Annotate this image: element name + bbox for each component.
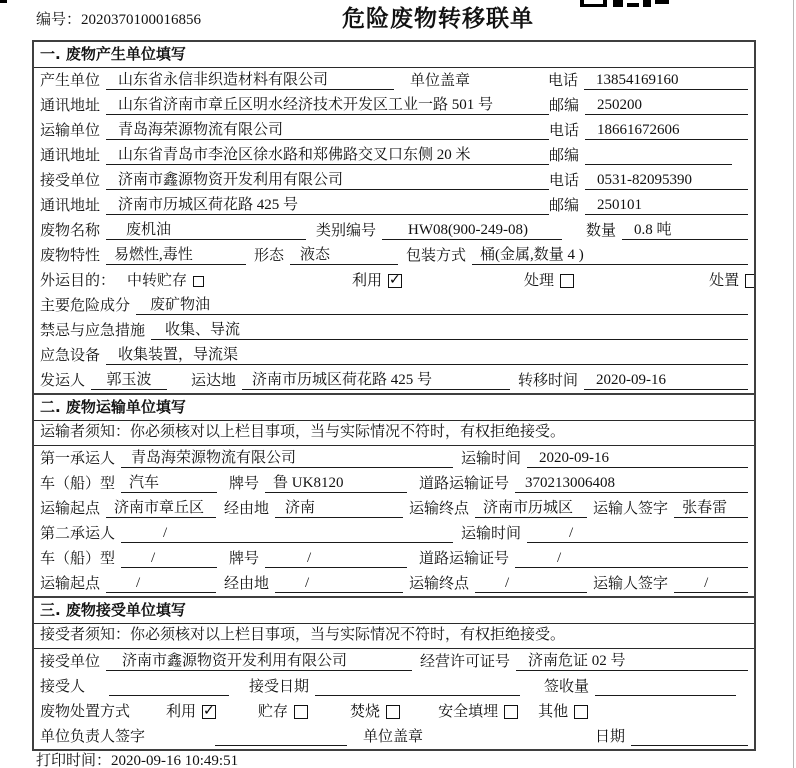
shipper-dest-value: 济南市历城区荷花路 425 号 — [242, 371, 510, 390]
print-time-value: 2020-09-16 10:49:51 — [111, 753, 239, 768]
waste-form-label: 形态 — [254, 248, 285, 264]
route1-end-value: 济南市历城区 — [475, 499, 587, 518]
transporter-zip-value — [585, 164, 732, 165]
producer-phone-label: 电话 — [548, 73, 579, 89]
producer-label: 产生单位 — [40, 73, 101, 89]
option-treat-label: 处理 — [524, 273, 555, 289]
waste-name-value: 废机油 — [106, 221, 306, 240]
row-vehicle1 — [34, 471, 754, 496]
waste-pack-label: 包装方式 — [406, 248, 467, 264]
vehicle1-plate-label: 牌号 — [229, 476, 260, 492]
checkbox-unchecked-icon — [294, 705, 308, 719]
row-responsible-sign — [34, 724, 754, 749]
option-disposal-store-label: 贮存 — [258, 704, 289, 720]
route1-sign-value: 张春雷 — [674, 499, 748, 518]
carrier1-label: 第一承运人 — [40, 451, 116, 467]
route2-end-value: / — [475, 574, 587, 593]
route1-via-label: 经由地 — [224, 501, 270, 517]
transporter-zip-label: 邮编 — [549, 148, 580, 164]
option-dispose — [709, 272, 754, 290]
waste-props-value: 易燃性,毒性 — [106, 246, 246, 265]
row-carrier2 — [34, 521, 754, 546]
cropped-mark — [0, 0, 7, 3]
row-receiver — [34, 168, 754, 193]
shipper-value: 郭玉波 — [91, 371, 167, 390]
print-time-line — [36, 749, 238, 768]
vehicle2-plate-label: 牌号 — [229, 551, 260, 567]
route1-via-value: 济南 — [275, 499, 403, 518]
option-treat — [524, 272, 574, 290]
sign-date-label: 日期 — [595, 729, 626, 745]
option-disposal-use — [166, 703, 216, 721]
option-use-label: 利用 — [352, 273, 383, 289]
route2-end-label: 运输终点 — [409, 576, 470, 592]
row-carrier1 — [34, 446, 754, 471]
option-disposal-use-label: 利用 — [166, 704, 197, 720]
receiver-notice: 接受者须知：你必须核对以上栏目事项，当与实际情况不符时，有权拒绝接受。 — [34, 624, 754, 649]
route1-start-value: 济南市章丘区 — [106, 499, 216, 518]
checkbox-unchecked-icon — [574, 705, 588, 719]
receiver-label: 接受单位 — [40, 173, 101, 189]
checkbox-checked-icon — [388, 274, 402, 288]
checkbox-unchecked-icon — [504, 705, 518, 719]
vehicle2-plate-value: / — [265, 549, 407, 568]
producer-value: 山东省永信非织造材料有限公司 — [106, 71, 394, 90]
row-waste-name — [34, 218, 754, 243]
transporter-address-value: 山东省青岛市李沧区徐水路和郑佛路交叉口东侧 20 米 — [106, 146, 549, 165]
shipper-label: 发运人 — [40, 373, 86, 389]
receiver-zip-value: 250101 — [585, 196, 748, 215]
waste-form-value: 液态 — [290, 246, 398, 265]
serial-value: 2020370100016856 — [81, 12, 202, 28]
vehicle2-permit-value: / — [515, 549, 748, 568]
equipment-value: 收集装置，导流渠 — [106, 346, 748, 365]
route1-end-label: 运输终点 — [409, 501, 470, 517]
option-transfer-storage — [127, 272, 204, 290]
route2-sign-value: / — [674, 574, 748, 593]
row-hazard-component — [34, 293, 754, 318]
option-disposal-other — [538, 703, 588, 721]
transporter-address-label: 通讯地址 — [40, 148, 101, 164]
option-dispose-label: 处置 — [709, 273, 740, 289]
option-disposal-landfill-label: 安全填埋 — [438, 704, 499, 720]
license-value: 济南危证 02 号 — [516, 652, 748, 671]
route2-via-value: / — [275, 574, 403, 593]
producer-address-value: 山东省济南市章丘区明水经济技术开发区工业一路 501 号 — [106, 96, 549, 115]
transfer-time-label: 转移时间 — [518, 373, 579, 389]
checkbox-checked-icon — [202, 705, 216, 719]
page-title: 危险废物转移联单 — [342, 6, 534, 32]
carrier2-label: 第二承运人 — [40, 526, 116, 542]
waste-props-label: 废物特性 — [40, 248, 101, 264]
vehicle1-label: 车（船）型 — [40, 476, 116, 492]
row-disposal-method — [34, 699, 754, 724]
waste-code-value: HW08(900-249-08) — [382, 221, 562, 240]
transporter-label: 运输单位 — [40, 123, 101, 139]
row-emergency-measures — [34, 318, 754, 343]
hazard-label: 主要危险成分 — [40, 298, 131, 314]
carrier1-time-value: 2020-09-16 — [527, 449, 748, 468]
license-label: 经营许可证号 — [420, 654, 511, 670]
carrier1-time-label: 运输时间 — [461, 451, 522, 467]
route2-sign-label: 运输人签字 — [593, 576, 669, 592]
vehicle2-value: / — [121, 549, 217, 568]
producer-zip-value: 250200 — [585, 96, 748, 115]
waste-qty-label: 数量 — [586, 223, 617, 239]
page-right-edge-line — [793, 0, 794, 768]
transporter-notice: 运输者须知：你必须核对以上栏目事项，当与实际情况不符时，有权拒绝接受。 — [34, 421, 754, 446]
row-transfer-purpose — [34, 268, 754, 293]
row-emergency-equipment — [34, 343, 754, 368]
row-waste-properties — [34, 243, 754, 268]
vehicle2-permit-label: 道路运输证号 — [419, 551, 510, 567]
accept-person-value — [109, 695, 229, 696]
checkbox-unchecked-icon — [560, 274, 574, 288]
checkbox-unchecked-icon — [745, 274, 754, 288]
responsible-sign-label: 单位负责人签字 — [40, 729, 146, 745]
checkbox-unchecked-icon — [386, 705, 400, 719]
row-route1 — [34, 496, 754, 521]
equipment-label: 应急设备 — [40, 348, 101, 364]
row-receiver-address — [34, 193, 754, 218]
receive-unit-label: 接受单位 — [40, 654, 101, 670]
received-qty-label: 签收量 — [544, 679, 590, 695]
carrier2-time-value: / — [527, 524, 748, 543]
sign-date-value — [631, 745, 748, 746]
transporter-value: 青岛海荣源物流有限公司 — [106, 121, 549, 140]
transfer-time-value: 2020-09-16 — [584, 371, 748, 390]
option-disposal-store — [258, 703, 308, 721]
row-transporter-address — [34, 143, 754, 168]
option-disposal-burn-label: 焚烧 — [350, 704, 381, 720]
waste-qty-value: 0.8 吨 — [622, 221, 748, 240]
route2-start-label: 运输起点 — [40, 576, 101, 592]
row-accept — [34, 674, 754, 699]
disposal-label: 废物处置方式 — [40, 704, 131, 720]
option-use — [352, 272, 402, 290]
waste-pack-value: 桶(金属,数量 4 ) — [472, 246, 748, 265]
measures-value: 收集、导流 — [151, 321, 748, 340]
accept-date-label: 接受日期 — [249, 679, 310, 695]
row-transporter — [34, 118, 754, 143]
seal-label: 单位盖章 — [410, 73, 471, 89]
row-producer-address — [34, 93, 754, 118]
received-qty-value — [595, 695, 736, 696]
accept-person-label: 接受人 — [40, 679, 86, 695]
section1-header: 一. 废物产生单位填写 — [34, 42, 754, 68]
receive-unit-value: 济南市鑫源物资开发利用有限公司 — [106, 652, 412, 671]
receiver-value: 济南市鑫源物资开发利用有限公司 — [106, 171, 549, 190]
serial-label: 编号： — [36, 12, 82, 28]
producer-address-label: 通讯地址 — [40, 98, 101, 114]
route2-start-value: / — [106, 574, 216, 593]
option-disposal-landfill — [438, 703, 518, 721]
section2-header: 二. 废物运输单位填写 — [34, 393, 754, 421]
vehicle1-value: 汽车 — [121, 474, 217, 493]
producer-zip-label: 邮编 — [549, 98, 580, 114]
receiver-phone-value: 0531-82095390 — [585, 171, 748, 190]
unit-seal-label: 单位盖章 — [363, 729, 424, 745]
carrier2-value: / — [121, 524, 453, 543]
measures-label: 禁忌与应急措施 — [40, 323, 146, 339]
section3-header: 三. 废物接受单位填写 — [34, 596, 754, 624]
route1-start-label: 运输起点 — [40, 501, 101, 517]
carrier2-time-label: 运输时间 — [461, 526, 522, 542]
carrier1-value: 青岛海荣源物流有限公司 — [121, 449, 453, 468]
row-vehicle2 — [34, 546, 754, 571]
row-route2 — [34, 571, 754, 596]
route1-sign-label: 运输人签字 — [593, 501, 669, 517]
route2-via-label: 经由地 — [224, 576, 270, 592]
receiver-address-label: 通讯地址 — [40, 198, 101, 214]
waste-code-label: 类别编号 — [316, 223, 377, 239]
row-receive-unit — [34, 649, 754, 674]
hazard-value: 废矿物油 — [136, 296, 748, 315]
receiver-address-value: 济南市历城区荷花路 425 号 — [106, 196, 549, 215]
vehicle1-permit-label: 道路运输证号 — [419, 476, 510, 492]
vehicle1-plate-value: 鲁 UK8120 — [265, 474, 407, 493]
responsible-sign-value — [215, 745, 347, 746]
manifest-table — [32, 40, 756, 751]
row-producer — [34, 68, 754, 93]
shipper-dest-label: 运达地 — [191, 373, 237, 389]
accept-date-value — [315, 695, 520, 696]
transporter-phone-value: 18661672606 — [585, 121, 748, 140]
vehicle1-permit-value: 370213006408 — [515, 474, 748, 493]
vehicle2-label: 车（船）型 — [40, 551, 116, 567]
receiver-phone-label: 电话 — [549, 173, 580, 189]
checkbox-unchecked-icon — [193, 276, 204, 287]
option-disposal-other-label: 其他 — [538, 704, 569, 720]
purpose-label: 外运目的： — [40, 273, 116, 289]
producer-phone-value: 13854169160 — [584, 71, 748, 90]
print-time-label: 打印时间： — [36, 753, 112, 768]
option-transfer-storage-label: 中转贮存 — [127, 273, 188, 289]
waste-name-label: 废物名称 — [40, 223, 101, 239]
transporter-phone-label: 电话 — [549, 123, 580, 139]
row-shipper — [34, 368, 754, 393]
receiver-zip-label: 邮编 — [549, 198, 580, 214]
option-disposal-burn — [350, 703, 400, 721]
